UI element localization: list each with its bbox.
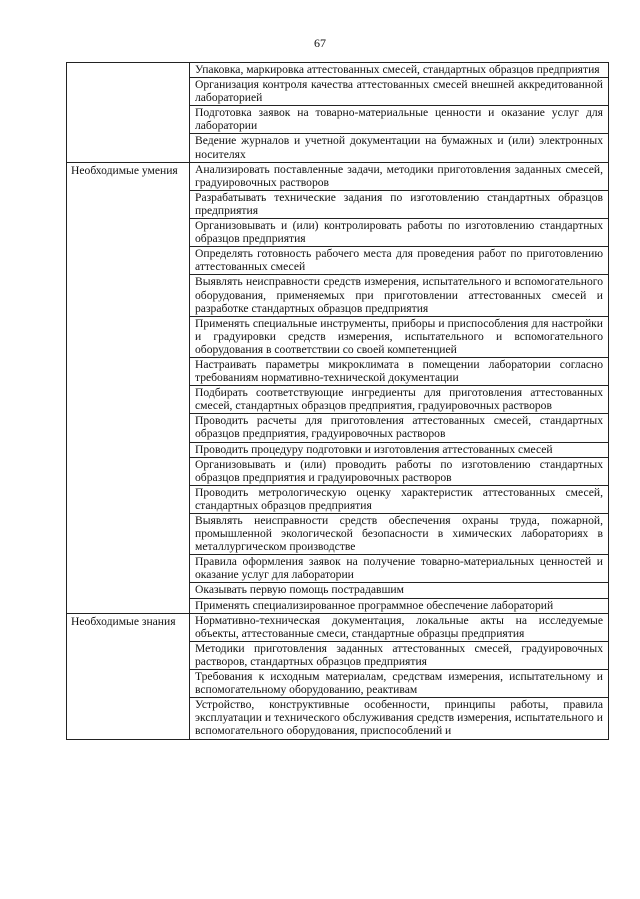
table-item: Подбирать соответствующие ингредиенты для приготовления аттестованных смесей, стандартных образцов предприятия, градуировочных растворов (190, 385, 608, 413)
table-item: Настраивать параметры микроклимата в помещении лаборатории согласно требованиям нормативно-технической документации (190, 357, 608, 385)
row-items-cell (190, 162, 609, 613)
table-item: Организовывать и (или) контролировать работы по изготовлению стандартных образцов предприятия (190, 218, 608, 246)
requirements-table (66, 62, 609, 740)
table-item: Проводить расчеты для приготовления аттестованных смесей, стандартных образцов предприятия, градуировочных растворов (190, 413, 608, 441)
table-row (67, 63, 609, 163)
table-item: Разрабатывать технические задания по изготовлению стандартных образцов предприятия (190, 190, 608, 218)
table-item: Подготовка заявок на товарно-материальные ценности и оказание услуг для лаборатории (190, 105, 608, 133)
row-label: Необходимые знания (71, 614, 176, 628)
table-item: Требования к исходным материалам, средствам измерения, испытательному и вспомогательному оборудованию, реактивам (190, 669, 608, 697)
table-item: Правила оформления заявок на получение товарно-материальных ценностей и оказание услуг для лаборатории (190, 554, 608, 582)
table-item: Нормативно-техническая документация, локальные акты на исследуемые объекты, аттестованные смеси, стандартные образцы предприятия (195, 613, 603, 640)
table-item: Упаковка, маркировка аттестованных смесей, стандартных образцов предприятия (195, 63, 600, 76)
table-item: Организовывать и (или) проводить работы по изготовлению стандартных образцов предприятия и градуировочных растворов (190, 457, 608, 485)
table-row (67, 613, 609, 739)
table-item: Ведение журналов и учетной документации на бумажных и (или) электронных носителях (190, 133, 608, 161)
row-label-cell (67, 162, 190, 613)
table-item: Организация контроля качества аттестованных смесей внешней аккредитованной лабораторией (190, 77, 608, 105)
table-item: Выявлять неисправности средств измерения, испытательного и вспомогательного оборудования, применяемых при приготовлении аттестованных смесей и разработке стандартных образцов предприятия (190, 274, 608, 315)
table-item: Методики приготовления заданных аттестованных смесей, градуировочных растворов, стандартных образцов предприятия (190, 641, 608, 669)
table-item: Проводить процедуру подготовки и изготовления аттестованных смесей (190, 442, 608, 457)
row-label: Необходимые умения (71, 163, 178, 177)
table-row (67, 162, 609, 613)
table-item: Устройство, конструктивные особенности, принципы работы, правила эксплуатации и технического обслуживания средств измерения, испытательного и вспомогательного оборудования, приспособлений и (190, 697, 608, 738)
table-item: Выявлять неисправности средств обеспечения охраны труда, пожарной, промышленной экологической безопасности в химических лабораториях в металлургическом производстве (190, 513, 608, 554)
row-items-cell (190, 613, 609, 739)
row-label-cell (67, 63, 190, 163)
table-item: Проводить метрологическую оценку характеристик аттестованных смесей, стандартных образцов предприятия (190, 485, 608, 513)
table-item: Применять специальные инструменты, приборы и приспособления для настройки и градуировки средств измерения, испытательного и вспомогательного оборудования в соответствии со своей компетенцией (190, 316, 608, 357)
row-items-cell (190, 63, 609, 163)
table-item: Применять специализированное программное обеспечение лабораторий (190, 598, 608, 613)
row-label-cell (67, 613, 190, 739)
table-item: Оказывать первую помощь пострадавшим (190, 582, 608, 597)
table-item: Анализировать поставленные задачи, методики приготовления заданных смесей, градуировочных растворов (195, 162, 603, 189)
page-number: 67 (314, 36, 326, 50)
row-label (67, 63, 189, 64)
table-item: Определять готовность рабочего места для проведения работ по приготовлению аттестованных смесей (190, 246, 608, 274)
